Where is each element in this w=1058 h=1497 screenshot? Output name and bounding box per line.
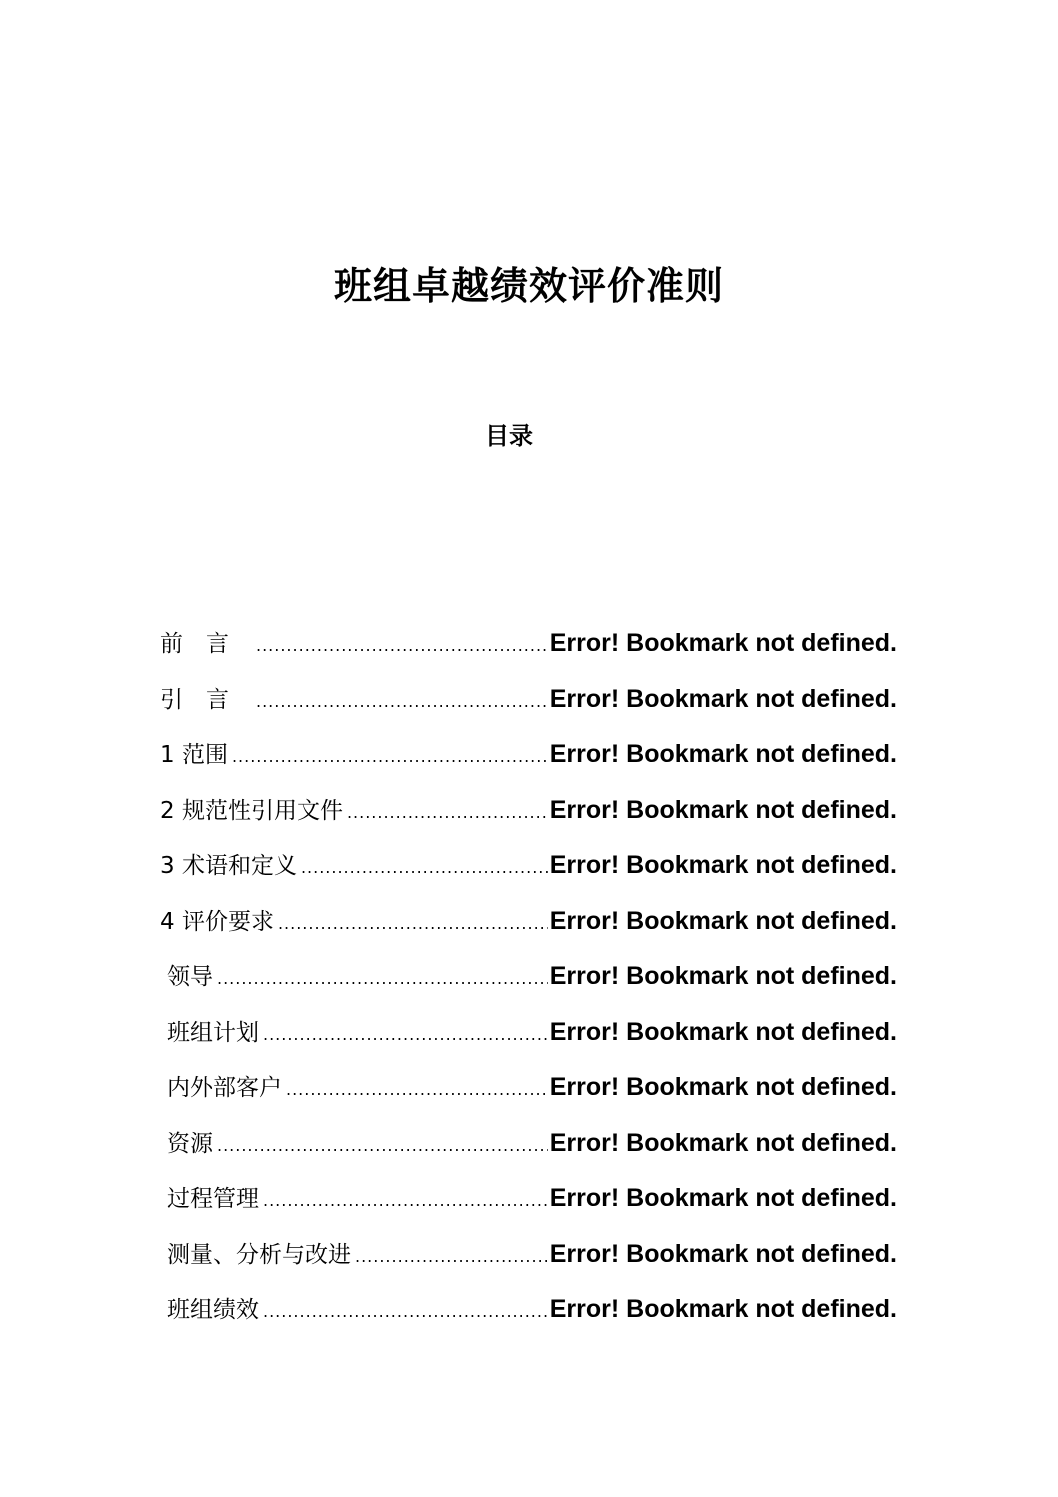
table-of-contents	[160, 616, 897, 1338]
toc-entry-page-ref: Error! Bookmark not defined.	[549, 1128, 897, 1157]
toc-dot-leader	[217, 951, 548, 1007]
toc-entry-label: 测量、分析与改进	[167, 1241, 351, 1268]
toc-dot-leader	[217, 1118, 548, 1174]
toc-entry-leadership[interactable]	[160, 949, 897, 1005]
toc-entry-label: 1 范围	[160, 742, 228, 768]
toc-entry-label: 前言	[160, 631, 252, 657]
toc-entry-label: 过程管理	[167, 1186, 259, 1212]
toc-entry-label: 领导	[167, 964, 213, 990]
toc-entry-process-management[interactable]	[160, 1171, 897, 1227]
toc-entry-label: 班组绩效	[167, 1297, 259, 1323]
toc-entry-label: 引言	[160, 686, 252, 713]
toc-entry-page-ref: Error! Bookmark not defined.	[549, 962, 897, 990]
toc-entry-preface[interactable]	[160, 616, 897, 672]
toc-entry-label: 内外部客户	[167, 1075, 282, 1101]
document-title: 班组卓越绩效评价准则	[333, 264, 724, 308]
toc-entry-page-ref: Error! Bookmark not defined.	[549, 1239, 897, 1268]
toc-entry-label: 2 规范性引用文件	[160, 797, 343, 824]
toc-entry-terms-definitions[interactable]	[160, 838, 897, 894]
toc-dot-leader	[263, 1173, 548, 1229]
toc-dot-leader	[263, 1007, 548, 1063]
toc-entry-evaluation-requirements[interactable]	[160, 894, 897, 950]
toc-entry-page-ref: Error! Bookmark not defined.	[549, 795, 897, 824]
toc-entry-normative-references[interactable]	[160, 783, 897, 839]
toc-dot-leader	[286, 1062, 548, 1118]
toc-entry-page-ref: Error! Bookmark not defined.	[549, 1073, 897, 1101]
toc-entry-page-ref: Error! Bookmark not defined.	[549, 906, 897, 935]
toc-heading: 目录	[485, 422, 533, 450]
toc-entry-label: 3 术语和定义	[160, 853, 297, 879]
toc-dot-leader	[278, 896, 548, 952]
toc-dot-leader	[301, 840, 548, 896]
toc-dot-leader	[232, 729, 548, 785]
toc-entry-page-ref: Error! Bookmark not defined.	[549, 629, 897, 657]
toc-dot-leader	[256, 618, 548, 674]
toc-dot-leader	[347, 785, 548, 841]
toc-dot-leader	[256, 674, 548, 730]
toc-entry-page-ref: Error! Bookmark not defined.	[549, 851, 897, 879]
toc-entry-page-ref: Error! Bookmark not defined.	[549, 1184, 897, 1212]
toc-entry-page-ref: Error! Bookmark not defined.	[549, 740, 897, 768]
toc-entry-label: 班组计划	[167, 1019, 259, 1046]
toc-entry-customers[interactable]	[160, 1060, 897, 1116]
toc-entry-page-ref: Error! Bookmark not defined.	[549, 1017, 897, 1046]
toc-entry-measurement-analysis[interactable]	[160, 1227, 897, 1283]
toc-entry-page-ref: Error! Bookmark not defined.	[549, 684, 897, 713]
toc-entry-scope[interactable]	[160, 727, 897, 783]
toc-dot-leader	[355, 1229, 548, 1285]
toc-entry-label: 资源	[167, 1130, 213, 1157]
toc-entry-resources[interactable]	[160, 1116, 897, 1172]
toc-dot-leader	[263, 1284, 548, 1340]
toc-entry-team-performance[interactable]	[160, 1282, 897, 1338]
toc-entry-page-ref: Error! Bookmark not defined.	[549, 1295, 897, 1323]
toc-entry-label: 4 评价要求	[160, 908, 274, 935]
toc-entry-introduction[interactable]	[160, 672, 897, 728]
toc-entry-team-planning[interactable]	[160, 1005, 897, 1061]
